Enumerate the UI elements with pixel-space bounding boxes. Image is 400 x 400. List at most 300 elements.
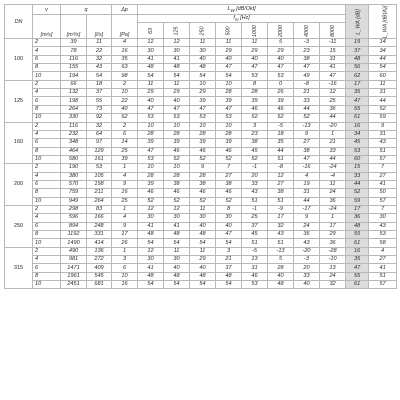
table-row xyxy=(5,80,397,88)
table-cell: 194 xyxy=(61,72,87,80)
table-row xyxy=(5,197,397,205)
table-cell: 17 xyxy=(346,205,369,213)
table-cell: 38 xyxy=(242,139,268,147)
table-cell: 43 xyxy=(268,230,294,238)
table-cell: 32 xyxy=(268,222,294,230)
table-cell: 53 xyxy=(190,114,216,122)
table-cell: 8 xyxy=(33,189,61,197)
table-cell: 10 xyxy=(33,239,61,247)
table-cell: 35 xyxy=(346,256,369,264)
table-cell: 28 xyxy=(190,172,216,180)
table-cell: 55 xyxy=(346,230,369,238)
table-cell: 47 xyxy=(216,64,242,72)
table-cell: 34 xyxy=(346,130,369,138)
table-cell: 48 xyxy=(138,272,164,280)
table-cell: 45 xyxy=(242,230,268,238)
table-cell: 39 xyxy=(268,97,294,105)
table-cell: 11 xyxy=(87,39,112,47)
table-cell: 58 xyxy=(369,239,397,247)
table-cell: 8 xyxy=(33,64,61,72)
table-cell: 4 xyxy=(112,214,138,222)
table-cell: 48 xyxy=(216,272,242,280)
table-cell: 29 xyxy=(190,256,216,264)
table-cell: 21 xyxy=(216,256,242,264)
table-cell: 39 xyxy=(138,139,164,147)
table-cell: 53 xyxy=(268,72,294,80)
table-cell: 47 xyxy=(138,147,164,155)
table-cell: 30 xyxy=(190,47,216,55)
table-cell: 30 xyxy=(216,214,242,222)
table-cell: 46 xyxy=(216,189,242,197)
table-cell: 331 xyxy=(87,230,112,238)
table-cell: 894 xyxy=(61,222,87,230)
table-cell: 48 xyxy=(190,64,216,72)
table-cell: 11 xyxy=(138,80,164,88)
table-cell: 380 xyxy=(61,172,87,180)
table-cell: 26 xyxy=(112,239,138,247)
table-row xyxy=(5,264,397,272)
table-cell: 33 xyxy=(346,172,369,180)
table-cell: 129 xyxy=(87,147,112,155)
table-cell: 51 xyxy=(268,197,294,205)
table-cell: 19 xyxy=(346,39,369,47)
table-cell: 39 xyxy=(138,180,164,188)
table-cell: 32 xyxy=(87,55,112,63)
header-dp-unit: [Pa] xyxy=(112,15,138,39)
table-row xyxy=(5,180,397,188)
table-cell: -24 xyxy=(320,205,346,213)
table-cell: 28 xyxy=(190,130,216,138)
table-cell: 4 xyxy=(33,172,61,180)
table-cell: 53 xyxy=(216,114,242,122)
table-cell: 44 xyxy=(369,55,397,63)
table-cell: 38 xyxy=(268,189,294,197)
table-cell: 41 xyxy=(138,264,164,272)
table-cell: 48 xyxy=(138,230,164,238)
table-cell: 40 xyxy=(216,222,242,230)
table-cell: 40 xyxy=(190,264,216,272)
table-cell: 23 xyxy=(294,47,320,55)
table-cell: 6 xyxy=(112,130,138,138)
table-cell: 11 xyxy=(216,39,242,47)
table-cell: 52 xyxy=(294,114,320,122)
table-cell: 5 xyxy=(268,39,294,47)
table-row xyxy=(5,122,397,130)
table-cell: 52 xyxy=(242,155,268,163)
table-cell: 43 xyxy=(369,222,397,230)
table-cell: 18 xyxy=(87,80,112,88)
table-cell: 43 xyxy=(369,139,397,147)
table-cell: 12 xyxy=(320,89,346,97)
table-cell: 4 xyxy=(33,130,61,138)
header-freq-500: 500 xyxy=(216,23,242,39)
table-cell: 44 xyxy=(294,105,320,113)
header-lw xyxy=(138,5,346,15)
table-cell: 6 xyxy=(33,97,61,105)
table-cell: 132 xyxy=(61,89,87,97)
table-cell: 47 xyxy=(216,230,242,238)
table-cell: 2 xyxy=(33,205,61,213)
table-cell: 4 xyxy=(112,172,138,180)
table-cell: 10 xyxy=(33,114,61,122)
table-cell: 11 xyxy=(164,80,190,88)
header-lwa xyxy=(346,5,369,39)
table-cell: 63 xyxy=(112,64,138,72)
table-cell: 54 xyxy=(216,72,242,80)
table-cell: 40 xyxy=(294,281,320,289)
table-cell: 1490 xyxy=(61,239,87,247)
table-cell: 44 xyxy=(320,155,346,163)
table-cell: 48 xyxy=(164,272,190,280)
table-cell: 57 xyxy=(369,281,397,289)
table-cell: 30 xyxy=(138,47,164,55)
table-cell: 9 xyxy=(112,180,138,188)
table-cell: 580 xyxy=(61,155,87,163)
table-cell: 48 xyxy=(164,230,190,238)
table-cell: 596 xyxy=(61,214,87,222)
table-cell: 29 xyxy=(138,89,164,97)
table-cell: 9 xyxy=(369,122,397,130)
table-cell: 36 xyxy=(320,105,346,113)
table-cell: 12 xyxy=(138,247,164,255)
table-cell: 1471 xyxy=(61,264,87,272)
table-cell: 7 xyxy=(369,164,397,172)
table-cell: 47 xyxy=(346,264,369,272)
table-cell: 51 xyxy=(268,155,294,163)
table-cell: 10 xyxy=(164,164,190,172)
table-cell: 30 xyxy=(138,256,164,264)
data-table-container xyxy=(4,4,396,289)
header-freq-63: 63 xyxy=(138,23,164,39)
header-fm-title: f xyxy=(233,15,235,21)
table-cell: 54 xyxy=(190,239,216,247)
table-cell: -10 xyxy=(320,256,346,264)
table-cell: 34 xyxy=(369,47,397,55)
table-cell: 10 xyxy=(33,155,61,163)
table-cell: -28 xyxy=(320,247,346,255)
table-cell: 17 xyxy=(112,230,138,238)
table-row xyxy=(5,47,397,55)
table-cell: 10 xyxy=(112,89,138,97)
table-cell: 53 xyxy=(242,281,268,289)
table-row xyxy=(5,155,397,163)
header-v-unit: [m/s] xyxy=(33,15,61,39)
table-cell: 949 xyxy=(61,197,87,205)
table-cell: 83 xyxy=(87,205,112,213)
table-cell: 136 xyxy=(87,247,112,255)
table-cell: 53 xyxy=(369,230,397,238)
table-cell: 57 xyxy=(369,197,397,205)
table-cell: 2 xyxy=(33,39,61,47)
header-fm-unit: [Hz] xyxy=(238,15,250,21)
table-cell: 52 xyxy=(369,105,397,113)
table-cell: 52 xyxy=(190,155,216,163)
table-cell: 18 xyxy=(268,130,294,138)
table-cell: 39 xyxy=(61,39,87,47)
table-cell: 60 xyxy=(346,155,369,163)
table-cell: -24 xyxy=(320,164,346,172)
table-cell: 41 xyxy=(369,180,397,188)
table-cell: -9 xyxy=(268,205,294,213)
table-cell: 35 xyxy=(346,89,369,97)
table-cell: 39 xyxy=(190,139,216,147)
table-cell: -3 xyxy=(294,39,320,47)
table-cell: 13 xyxy=(242,256,268,264)
table-cell: 52 xyxy=(164,155,190,163)
table-cell: 59 xyxy=(346,197,369,205)
table-cell: 46 xyxy=(164,147,190,155)
sound-power-table xyxy=(4,4,397,289)
table-cell: 97 xyxy=(87,139,112,147)
table-cell: 158 xyxy=(87,180,112,188)
table-cell: 78 xyxy=(61,47,87,55)
table-cell: 46 xyxy=(242,272,268,280)
table-cell: 11 xyxy=(242,39,268,47)
table-cell: 31 xyxy=(369,130,397,138)
table-cell: 2451 xyxy=(61,281,87,289)
table-cell: 41 xyxy=(138,222,164,230)
table-cell: 52 xyxy=(138,197,164,205)
table-cell: 36 xyxy=(346,214,369,222)
table-cell: -5 xyxy=(268,122,294,130)
table-cell: 47 xyxy=(268,64,294,72)
table-cell: 31 xyxy=(294,189,320,197)
table-cell: 14 xyxy=(369,39,397,47)
table-row xyxy=(5,230,397,238)
table-cell: 26 xyxy=(268,89,294,97)
header-freq-4000: 4000 xyxy=(294,23,320,39)
header-freq-2000: 2000 xyxy=(268,23,294,39)
table-cell: 11 xyxy=(190,39,216,47)
table-cell: 55 xyxy=(87,97,112,105)
table-cell: 10 xyxy=(216,122,242,130)
table-cell: 298 xyxy=(61,205,87,213)
cell-dn: 125 xyxy=(5,80,33,122)
table-cell: 6 xyxy=(33,222,61,230)
table-cell: 37 xyxy=(242,222,268,230)
table-cell: 44 xyxy=(369,97,397,105)
table-row xyxy=(5,89,397,97)
table-cell: 29 xyxy=(216,47,242,55)
table-cell: 66 xyxy=(61,80,87,88)
table-cell: 24 xyxy=(320,272,346,280)
table-cell: 60 xyxy=(369,72,397,80)
table-cell: 43 xyxy=(87,64,112,72)
header-freq-8000: 8000 xyxy=(320,23,346,39)
table-cell: 47 xyxy=(346,97,369,105)
header-lwa-label: L_WA [dB] xyxy=(355,8,362,35)
table-cell: 248 xyxy=(87,222,112,230)
table-cell: 45 xyxy=(242,147,268,155)
cell-dn: 250 xyxy=(5,205,33,247)
table-cell: 22 xyxy=(112,97,138,105)
table-cell: 36 xyxy=(294,230,320,238)
table-cell: 52 xyxy=(346,189,369,197)
table-cell: 39 xyxy=(112,155,138,163)
table-cell: 12 xyxy=(164,39,190,47)
table-cell: 47 xyxy=(242,64,268,72)
table-cell: 28 xyxy=(138,130,164,138)
table-row xyxy=(5,164,397,172)
table-cell: 41 xyxy=(138,55,164,63)
table-cell: 32 xyxy=(320,281,346,289)
header-fm xyxy=(138,15,346,23)
table-cell: -16 xyxy=(294,164,320,172)
table-cell: -20 xyxy=(320,122,346,130)
table-cell: 29 xyxy=(242,47,268,55)
table-cell: 54 xyxy=(138,239,164,247)
table-row xyxy=(5,147,397,155)
table-cell: 33 xyxy=(242,180,268,188)
table-cell: 29 xyxy=(320,230,346,238)
table-cell: 31 xyxy=(320,55,346,63)
table-cell: 2 xyxy=(33,247,61,255)
table-cell: 54 xyxy=(164,239,190,247)
table-cell: 40 xyxy=(112,105,138,113)
table-cell: 10 xyxy=(33,72,61,80)
table-cell: 6 xyxy=(33,55,61,63)
table-cell: 54 xyxy=(190,72,216,80)
table-cell: 9 xyxy=(112,222,138,230)
table-cell: 37 xyxy=(216,264,242,272)
table-cell: 40 xyxy=(242,55,268,63)
table-cell: 264 xyxy=(87,197,112,205)
header-fm-sub: m xyxy=(234,17,239,23)
table-cell: 27 xyxy=(369,256,397,264)
table-cell: 41 xyxy=(369,264,397,272)
table-cell: -4 xyxy=(320,172,346,180)
table-cell: 54 xyxy=(190,281,216,289)
header-freq-125: 125 xyxy=(164,23,190,39)
table-cell: 54 xyxy=(164,281,190,289)
table-cell: 44 xyxy=(268,147,294,155)
table-cell: -1 xyxy=(242,205,268,213)
table-row xyxy=(5,97,397,105)
table-cell: 39 xyxy=(216,97,242,105)
header-lw-unit: [dB/Okt] xyxy=(234,5,256,12)
table-cell: 38 xyxy=(164,180,190,188)
table-cell: 35 xyxy=(268,139,294,147)
table-cell: 10 xyxy=(33,197,61,205)
table-cell: 53 xyxy=(87,164,112,172)
table-cell: 14 xyxy=(112,139,138,147)
table-cell: 3 xyxy=(242,122,268,130)
table-cell: 25 xyxy=(112,147,138,155)
table-cell: 4 xyxy=(294,172,320,180)
header-lw-sub: W xyxy=(230,8,235,14)
table-cell: 15 xyxy=(346,164,369,172)
table-row xyxy=(5,272,397,280)
table-cell: 9 xyxy=(294,130,320,138)
table-cell: 21 xyxy=(294,89,320,97)
table-cell: 30 xyxy=(164,256,190,264)
table-cell: 39 xyxy=(216,139,242,147)
table-cell: 21 xyxy=(320,139,346,147)
table-cell: 570 xyxy=(61,180,87,188)
table-cell: 48 xyxy=(164,64,190,72)
table-cell: 46 xyxy=(242,105,268,113)
table-cell: 264 xyxy=(61,105,87,113)
table-cell: 22 xyxy=(87,47,112,55)
table-cell: 73 xyxy=(87,105,112,113)
table-row xyxy=(5,281,397,289)
table-cell: 10 xyxy=(112,272,138,280)
table-cell: 10 xyxy=(216,80,242,88)
table-cell: 11 xyxy=(190,247,216,255)
table-cell: 62 xyxy=(112,114,138,122)
header-dp: Δp xyxy=(112,5,138,15)
table-cell: 25 xyxy=(112,197,138,205)
table-cell: 53 xyxy=(164,114,190,122)
header-freq-1000: 1000 xyxy=(242,23,268,39)
table-cell: 52 xyxy=(216,155,242,163)
table-cell: 10 xyxy=(138,122,164,130)
table-cell: 38 xyxy=(190,180,216,188)
table-cell: 116 xyxy=(61,122,87,130)
table-cell: 8 xyxy=(33,147,61,155)
header-v: v xyxy=(33,5,61,15)
table-cell: 61 xyxy=(346,239,369,247)
table-cell: 45 xyxy=(346,139,369,147)
table-cell: 92 xyxy=(87,114,112,122)
table-cell: 29 xyxy=(164,89,190,97)
table-cell: -11 xyxy=(320,39,346,47)
table-cell: 27 xyxy=(216,172,242,180)
cell-dn: 315 xyxy=(5,247,33,289)
table-cell: 46 xyxy=(190,189,216,197)
header-lwa-a xyxy=(369,5,397,39)
table-cell: 4 xyxy=(369,247,397,255)
table-cell: 54 xyxy=(138,72,164,80)
table-cell: 12 xyxy=(138,205,164,213)
table-cell: 17 xyxy=(346,80,369,88)
table-cell: 40 xyxy=(164,97,190,105)
table-cell: 29 xyxy=(268,47,294,55)
table-cell: 43 xyxy=(294,239,320,247)
table-cell: 16 xyxy=(346,122,369,130)
table-cell: 44 xyxy=(294,197,320,205)
table-row xyxy=(5,214,397,222)
table-cell: 51 xyxy=(242,197,268,205)
table-cell: 30 xyxy=(164,214,190,222)
table-cell: 545 xyxy=(87,272,112,280)
table-cell: 52 xyxy=(190,197,216,205)
table-cell: 23 xyxy=(242,130,268,138)
table-cell: 464 xyxy=(61,147,87,155)
table-cell: 19 xyxy=(294,180,320,188)
table-cell: 47 xyxy=(190,105,216,113)
table-cell: 33 xyxy=(320,147,346,155)
table-cell: 11 xyxy=(320,180,346,188)
table-cell: 20 xyxy=(294,264,320,272)
table-cell: 1 xyxy=(320,214,346,222)
table-cell: 11 xyxy=(369,80,397,88)
table-cell: 44 xyxy=(346,180,369,188)
table-cell: 166 xyxy=(87,214,112,222)
table-cell: 16 xyxy=(112,47,138,55)
table-cell: 30 xyxy=(190,214,216,222)
table-cell: 47 xyxy=(216,105,242,113)
table-cell: 2 xyxy=(33,122,61,130)
table-cell: 0 xyxy=(268,80,294,88)
table-cell: 8 xyxy=(216,205,242,213)
table-cell: -16 xyxy=(320,80,346,88)
table-cell: 28 xyxy=(242,89,268,97)
table-cell: 10 xyxy=(33,281,61,289)
table-cell: 48 xyxy=(268,281,294,289)
table-cell: 52 xyxy=(242,114,268,122)
header-q-unit1: [m³/s] xyxy=(61,15,87,39)
